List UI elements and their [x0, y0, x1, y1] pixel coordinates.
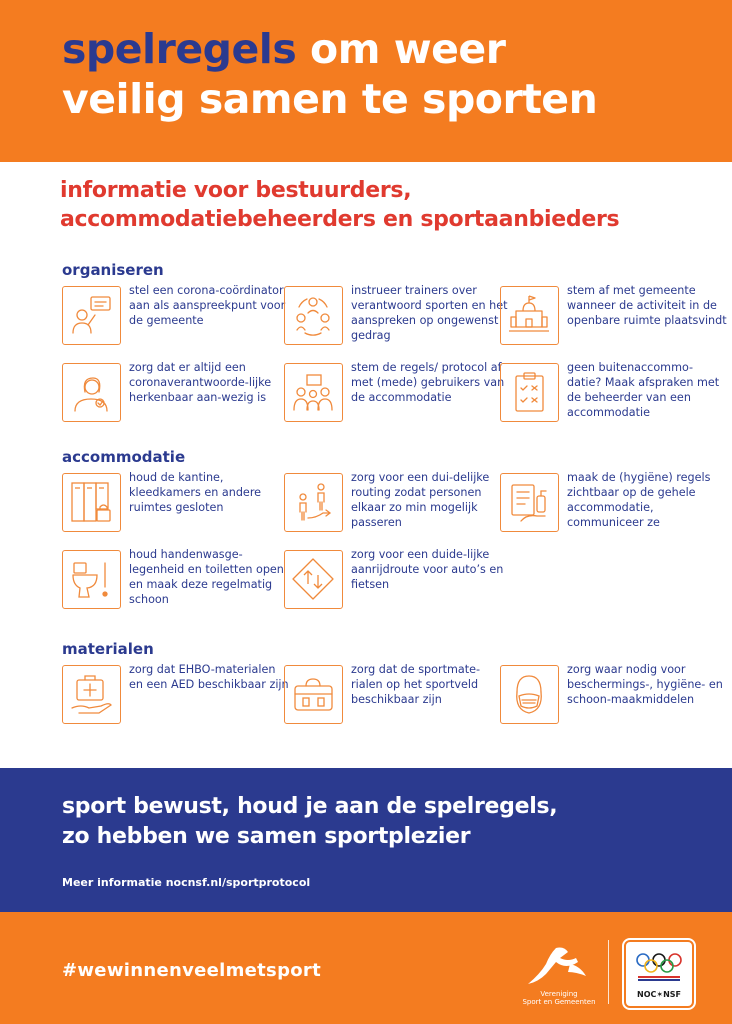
title-line2: veilig samen te sporten [62, 75, 598, 123]
vsg-line2: Sport en Gemeenten [522, 998, 596, 1006]
title-rest: om weer [296, 25, 506, 73]
vsg-logo-text [516, 990, 602, 1006]
title-accent: spelregels [62, 25, 297, 73]
list-item [62, 550, 287, 624]
item-text: zorg dat EHBO-materialen en een AED beschikbaar zijn [129, 663, 289, 691]
item-text: instrueer trainers over verantwoord sporten en het aanspreken op ongewenst gedrag [351, 284, 508, 342]
routing-icon [291, 480, 336, 525]
page-title [62, 24, 722, 124]
list-item [62, 665, 287, 739]
subtitle [60, 176, 720, 234]
item-text: geen buitenaccommo-datie? Maak afspraken met de beheerder van een accommodatie [567, 361, 720, 419]
list-item [500, 665, 725, 739]
vsg-line1: Vereniging [540, 990, 578, 998]
olympic-rings-icon [626, 942, 692, 986]
list-item [500, 286, 725, 360]
face-mask-icon [507, 672, 552, 717]
item-text: houd de kantine, kleedkamers en andere ruimtes gesloten [129, 471, 262, 514]
noc-nsf-logo [624, 940, 694, 1008]
slogan-line1: sport bewust, houd je aan de spelregels, [62, 794, 558, 819]
runner-logo-icon [516, 944, 602, 990]
item-text: zorg dat er altijd een coronaverantwoorde-lijke herkenbaar aan-wezig is [129, 361, 272, 404]
person-badge-icon [69, 370, 114, 415]
item-text: zorg dat de sportmate-rialen op het sportveld beschikbaar zijn [351, 663, 481, 706]
logo-divider [608, 940, 609, 1004]
sports-bag-icon [291, 672, 336, 717]
subtitle-line2: accommodatiebeheerders en sportaanbieders [60, 207, 620, 232]
subtitle-line1: informatie voor bestuurders, [60, 178, 412, 203]
list-item [284, 665, 509, 739]
section-heading-organiseren: organiseren [62, 261, 164, 279]
section-heading-materialen: materialen [62, 640, 154, 658]
list-item [62, 473, 287, 547]
first-aid-icon [69, 672, 114, 717]
slogan [62, 792, 722, 852]
list-item [284, 550, 509, 624]
slogan-banner [0, 768, 732, 912]
item-text: maak de (hygiëne) regels zichtbaar op de gehele accommodatie, communiceer ze [567, 471, 711, 529]
lockers-icon [69, 480, 114, 525]
hashtag: #wewinnenveelmetsport [62, 960, 322, 981]
toilet-icon [69, 557, 114, 602]
list-item [62, 286, 287, 360]
presenter-icon [69, 293, 114, 338]
list-item [62, 363, 287, 437]
header-band [0, 0, 732, 162]
town-hall-icon [507, 293, 552, 338]
list-item [500, 473, 725, 547]
section-heading-accommodatie: accommodatie [62, 448, 186, 466]
item-text: zorg voor een dui-delijke routing zodat personen elkaar zo min mogelijk passeren [351, 471, 490, 529]
item-text: houd handenwasge-legenheid en toiletten open en maak deze regelmatig schoon [129, 548, 284, 606]
list-item [284, 286, 509, 360]
slogan-line2: zo hebben we samen sportplezier [62, 824, 471, 849]
meeting-icon [291, 370, 336, 415]
group-cycle-icon [291, 293, 336, 338]
item-text: stem af met gemeente wanneer de activiteit in de openbare ruimte plaatsvindt [567, 284, 727, 327]
noc-nsf-text: NOC✶NSF [637, 990, 681, 999]
hygiene-rules-icon [507, 480, 552, 525]
road-sign-icon [291, 557, 336, 602]
clipboard-icon [507, 370, 552, 415]
footer-band [0, 912, 732, 1024]
item-text: stem de regels/ protocol af met (mede) gebruikers van de accommodatie [351, 361, 505, 404]
item-text: stel een corona-coördinator aan als aanspreekpunt voor de gemeente [129, 284, 286, 327]
more-info-text: Meer informatie nocnsf.nl/sportprotocol [62, 876, 311, 889]
list-item [500, 363, 725, 437]
item-text: zorg voor een duide-lijke aanrijdroute voor auto’s en fietsen [351, 548, 504, 591]
item-text: zorg waar nodig voor beschermings-, hygiëne- en schoon-maakmiddelen [567, 663, 723, 706]
vsg-logo [516, 944, 602, 1010]
list-item [284, 363, 509, 437]
list-item [284, 473, 509, 547]
